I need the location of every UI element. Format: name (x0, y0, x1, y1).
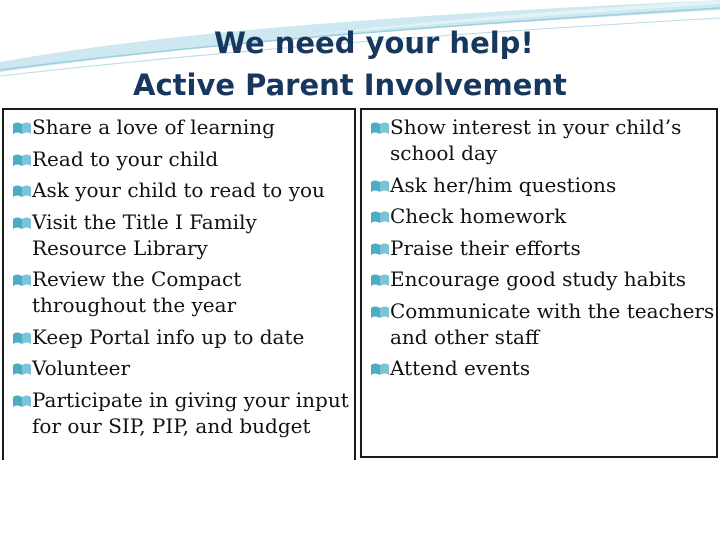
list-item: Ask her/him questions (362, 172, 716, 198)
list-item: Ask your child to read to you (4, 177, 354, 203)
open-book-icon (370, 305, 390, 319)
open-book-icon (370, 242, 390, 256)
right-column-box (360, 108, 718, 458)
list-item: Check homework (362, 203, 716, 229)
open-book-icon (12, 331, 32, 345)
open-book-icon (370, 179, 390, 193)
left-bullet-list (4, 110, 354, 439)
open-book-icon (370, 273, 390, 287)
slide-title (0, 22, 720, 106)
list-item: Attend events (362, 355, 716, 381)
title-line-2: Active Parent Involvement (133, 68, 567, 102)
open-book-icon (370, 210, 390, 224)
open-book-icon (12, 216, 32, 230)
title-line-1: We need your help! (214, 26, 534, 60)
list-item: Read to your child (4, 146, 354, 172)
list-item: Share a love of learning (4, 114, 354, 140)
list-item: Encourage good study habits (362, 266, 716, 292)
list-item: Keep Portal info up to date (4, 324, 354, 350)
list-item: Praise their efforts (362, 235, 716, 261)
list-item: Review the Compact throughout the year (4, 266, 354, 318)
open-book-icon (12, 184, 32, 198)
list-item: Communicate with the teachers and other staff (362, 298, 716, 350)
open-book-icon (12, 362, 32, 376)
open-book-icon (12, 394, 32, 408)
open-book-icon (12, 121, 32, 135)
left-column-box (2, 108, 356, 460)
list-item: Participate in giving your input for our SIP, PIP, and budget (4, 387, 354, 439)
open-book-icon (12, 153, 32, 167)
right-bullet-list (362, 110, 716, 381)
list-item: Volunteer (4, 355, 354, 381)
list-item: Visit the Title I Family Resource Library (4, 209, 354, 261)
list-item: Show interest in your child’s school day (362, 114, 716, 166)
open-book-icon (12, 273, 32, 287)
open-book-icon (370, 362, 390, 376)
open-book-icon (370, 121, 390, 135)
